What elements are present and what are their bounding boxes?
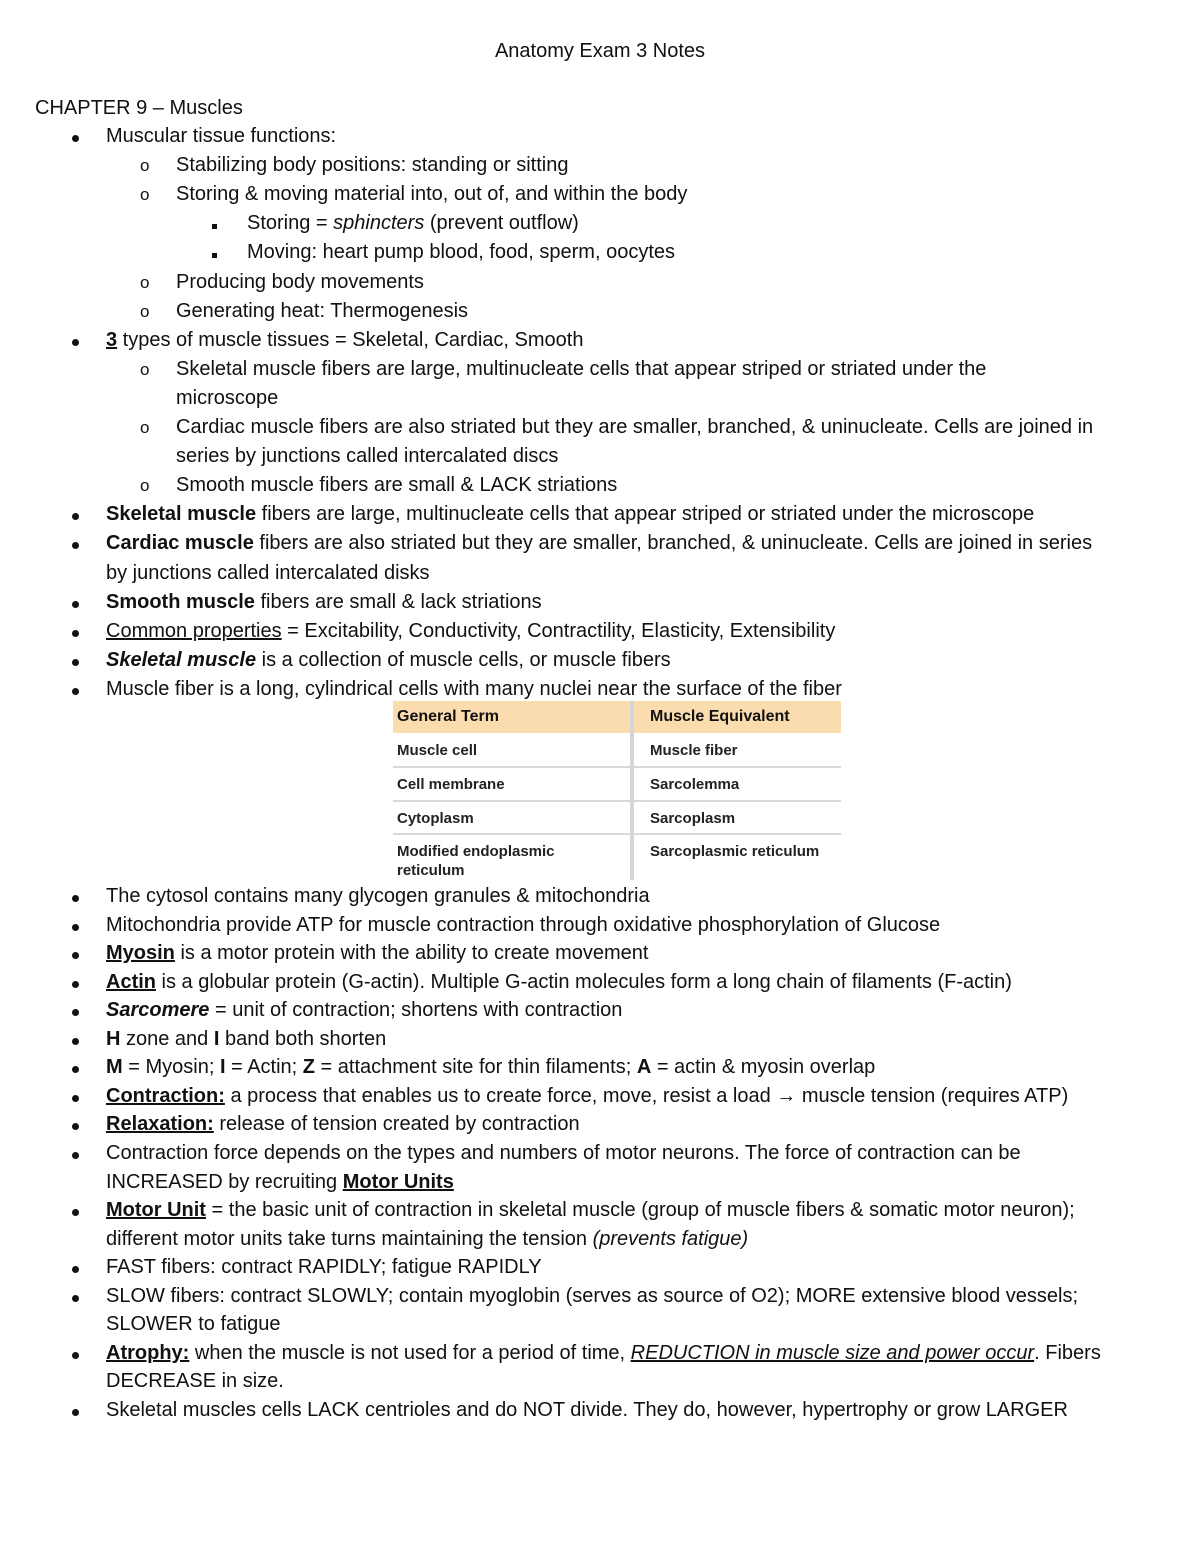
table-row-divider bbox=[393, 833, 630, 835]
table-row-divider bbox=[634, 800, 841, 802]
text-run: types of muscle tissues = Skeletal, Cardiac, Smooth bbox=[117, 328, 584, 351]
table-cell-muscle-equivalent: Sarcoplasm bbox=[650, 810, 736, 827]
text-run: Smooth muscle fibers are small & LACK striations bbox=[176, 474, 618, 497]
bullet-dot-icon bbox=[70, 588, 79, 617]
text-run: Skeletal muscle bbox=[106, 648, 257, 671]
text-run: fibers are small & lack striations bbox=[254, 590, 542, 613]
list-item-text bbox=[106, 1082, 1068, 1111]
table-cell-general-term: Modified endoplasmic reticulum bbox=[397, 843, 555, 879]
text-run: a process that enables us to create force, move, resist a load bbox=[224, 1084, 777, 1107]
text-run: Cardiac muscle fibers are also striated but they are smaller, branched, & uninucleate. Cells are joined in bbox=[176, 416, 1094, 438]
list-item-text bbox=[176, 384, 278, 413]
text-run: Generating heat: Thermogenesis bbox=[176, 299, 469, 322]
list-item-text bbox=[176, 413, 1093, 442]
text-run: is a collection of muscle cells, or muscle fibers bbox=[256, 648, 671, 671]
text-run: SLOW fibers: contract SLOWLY; contain myoglobin (serves as source of O2); MORE extensive blood vessels; bbox=[106, 1284, 1079, 1307]
list-item-text bbox=[176, 297, 468, 326]
text-run: H bbox=[106, 1027, 121, 1050]
text-run: DECREASE in size. bbox=[106, 1370, 284, 1393]
text-run: Storing & moving material into, out of, and within the body bbox=[176, 183, 688, 206]
list-item-text bbox=[106, 500, 1034, 529]
bullet-dot-icon bbox=[70, 326, 79, 355]
bullet-dot-icon bbox=[70, 1253, 79, 1282]
text-run: Moving: heart pump blood, food, sperm, oocytes bbox=[247, 241, 676, 264]
text-run: fibers are also striated but they are smaller, branched, & uninucleate. Cells are joined in series bbox=[253, 532, 1093, 555]
text-run: Myosin bbox=[106, 942, 175, 965]
text-run: INCREASED by recruiting bbox=[106, 1170, 343, 1193]
bullet-dot-icon bbox=[70, 675, 79, 704]
list-item-text bbox=[176, 268, 424, 297]
text-run: Actin bbox=[106, 970, 156, 993]
list-item-text bbox=[106, 1053, 875, 1082]
list-item-text bbox=[106, 617, 835, 646]
list-item-text bbox=[176, 355, 986, 384]
list-item-text bbox=[106, 1367, 284, 1396]
bullet-circle-icon: o bbox=[140, 272, 150, 292]
bullet-dot-icon bbox=[70, 617, 79, 646]
list-item-text bbox=[106, 646, 671, 675]
text-run: band both shorten bbox=[219, 1027, 387, 1050]
list-item-text bbox=[106, 911, 940, 940]
table-cell-general-term: Cell membrane bbox=[397, 776, 505, 793]
list-item-text bbox=[106, 675, 842, 704]
list-item-text bbox=[106, 529, 1092, 558]
text-run: Skeletal muscles cells LACK centrioles and do NOT divide. They do, however, hypertrophy or grow LARGER bbox=[106, 1398, 1068, 1421]
list-item-text bbox=[106, 968, 1012, 997]
text-run: Producing body movements bbox=[176, 270, 424, 293]
text-run: sphincters bbox=[333, 212, 425, 235]
bullet-dot-icon bbox=[70, 1282, 79, 1311]
text-run: Common properties bbox=[106, 619, 282, 642]
list-item-text bbox=[176, 471, 617, 500]
text-run: FAST fibers: contract RAPIDLY; fatigue RAPIDLY bbox=[106, 1256, 542, 1279]
text-run: different motor units take turns maintaining the tension bbox=[106, 1227, 593, 1250]
list-item-text bbox=[106, 559, 430, 588]
text-run: microscope bbox=[176, 386, 279, 409]
table-cell-muscle-equivalent: Muscle fiber bbox=[650, 742, 738, 759]
text-run: fibers are large, multinucleate cells that appear striped or striated under the microscope bbox=[256, 503, 1035, 526]
text-run: Atrophy: bbox=[106, 1341, 190, 1364]
bullet-dot-icon bbox=[70, 882, 79, 911]
text-run: Cardiac muscle bbox=[106, 532, 254, 555]
table-cell-muscle-equivalent: Sarcoplasmic reticulum bbox=[650, 843, 820, 860]
document-title: Anatomy Exam 3 Notes bbox=[494, 40, 706, 62]
text-run: Relaxation: bbox=[106, 1113, 214, 1136]
table-row-divider bbox=[634, 833, 841, 835]
bullet-dot-icon bbox=[70, 996, 79, 1025]
bullet-dot-icon bbox=[70, 968, 79, 997]
text-run: Skeletal muscle fibers are large, multinucleate cells that appear striped or striated under the bbox=[176, 357, 987, 380]
list-item-text bbox=[106, 1282, 1078, 1311]
text-run: Muscle fiber is a long, cylindrical cells with many nuclei near the surface of the fiber bbox=[106, 677, 842, 700]
list-item-text bbox=[176, 151, 568, 180]
list-item-text bbox=[106, 1253, 542, 1282]
text-run: = Excitability, Conductivity, Contractility, Elasticity, Extensibility bbox=[281, 619, 836, 642]
text-run: = the basic unit of contraction in skeletal muscle (group of muscle fibers & somatic motor neuron); bbox=[205, 1199, 1075, 1222]
list-item-text bbox=[106, 1139, 1021, 1168]
list-item-text bbox=[176, 442, 558, 471]
list-item-text bbox=[106, 588, 542, 617]
text-run: I bbox=[213, 1027, 220, 1050]
bullet-circle-icon: o bbox=[140, 156, 150, 176]
text-run: = attachment site for thin filaments; bbox=[314, 1056, 637, 1079]
text-run: The cytosol contains many glycogen granules & mitochondria bbox=[106, 885, 650, 907]
bullet-dot-icon bbox=[70, 500, 79, 529]
text-run: is a globular protein (G-actin). Multiple G-actin molecules form a long chain of filaments (F-actin) bbox=[156, 970, 1012, 993]
list-item-text bbox=[106, 882, 650, 911]
text-run: is a motor protein with the ability to create movement bbox=[174, 942, 649, 965]
text-run: 3 bbox=[106, 328, 118, 351]
bullet-circle-icon: o bbox=[140, 359, 150, 379]
list-item-text bbox=[106, 1339, 1101, 1368]
text-run: Sarcomere bbox=[106, 999, 210, 1022]
text-run: I bbox=[219, 1056, 226, 1079]
bullet-circle-icon: o bbox=[140, 185, 150, 205]
list-item-text bbox=[106, 122, 336, 151]
text-run: = Myosin; bbox=[122, 1056, 220, 1079]
bullet-circle-icon: o bbox=[140, 476, 150, 496]
bullet-dot-icon bbox=[70, 646, 79, 675]
list-item-text bbox=[106, 1225, 748, 1254]
text-run: . Fibers bbox=[1034, 1341, 1101, 1364]
bullet-dot-icon bbox=[70, 1139, 79, 1168]
bullet-circle-icon: o bbox=[140, 418, 150, 437]
table-cell-muscle-equivalent: Sarcolemma bbox=[650, 776, 740, 793]
text-run: when the muscle is not used for a period of time, bbox=[189, 1341, 631, 1364]
text-run: SLOWER to fatigue bbox=[106, 1313, 281, 1336]
text-run: = unit of contraction; shortens with contraction bbox=[209, 999, 623, 1022]
bullet-dot-icon bbox=[70, 911, 79, 940]
text-run: release of tension created by contraction bbox=[213, 1113, 580, 1136]
bullet-dot-icon bbox=[70, 1110, 79, 1139]
list-item-text bbox=[106, 1110, 580, 1139]
table-cell-general-term: Muscle cell bbox=[397, 742, 478, 759]
text-run: Skeletal muscle bbox=[106, 503, 257, 526]
text-run: → bbox=[776, 1084, 797, 1107]
text-run: Motor Unit bbox=[106, 1199, 206, 1222]
list-item-text bbox=[247, 209, 579, 238]
bullet-square-icon bbox=[210, 209, 217, 238]
bullet-dot-icon bbox=[70, 529, 79, 558]
text-run: Smooth muscle bbox=[106, 590, 255, 613]
text-run: (prevent outflow) bbox=[424, 212, 579, 235]
table-row-divider bbox=[634, 766, 841, 768]
list-item-text bbox=[106, 939, 648, 968]
text-run: Storing = bbox=[247, 212, 334, 235]
text-run: muscle tension (requires ATP) bbox=[796, 1084, 1069, 1107]
text-run: zone and bbox=[120, 1027, 214, 1050]
list-item-text bbox=[106, 1310, 281, 1339]
table-column-divider bbox=[630, 701, 634, 880]
list-item-text bbox=[106, 1396, 1068, 1425]
table-row-divider bbox=[393, 766, 630, 768]
text-run: Motor Units bbox=[342, 1170, 454, 1193]
text-run: A bbox=[636, 1056, 652, 1079]
list-item-text bbox=[106, 1196, 1075, 1225]
text-run: Contraction: bbox=[106, 1084, 225, 1107]
text-run: = Actin; bbox=[225, 1056, 303, 1079]
text-run: Contraction force depends on the types and numbers of motor neurons. The force of contraction can be bbox=[106, 1141, 1021, 1164]
text-run: (prevents fatigue) bbox=[592, 1227, 749, 1250]
text-run: Mitochondria provide ATP for muscle contraction through oxidative phosphorylation of Glucose bbox=[106, 913, 941, 936]
bullet-circle-icon: o bbox=[140, 301, 150, 321]
text-run: by junctions called intercalated disks bbox=[106, 561, 430, 584]
bullet-dot-icon bbox=[70, 1082, 79, 1111]
chapter-heading: CHAPTER 9 – Muscles bbox=[35, 97, 243, 119]
list-item-text bbox=[106, 1168, 454, 1197]
table-cell-general-term: Cytoplasm bbox=[397, 810, 474, 827]
bullet-dot-icon bbox=[70, 122, 79, 151]
list-item-text bbox=[106, 996, 622, 1025]
table-row-divider bbox=[393, 800, 630, 802]
table-header-muscle-equivalent: Muscle Equivalent bbox=[634, 701, 841, 733]
table-header-general-term: General Term bbox=[393, 701, 634, 733]
bullet-dot-icon bbox=[70, 939, 79, 968]
text-run: series by junctions called intercalated discs bbox=[176, 445, 559, 468]
list-item-text bbox=[176, 180, 687, 209]
bullet-dot-icon bbox=[70, 1196, 79, 1225]
text-run: Muscular tissue functions: bbox=[106, 125, 337, 147]
bullet-dot-icon bbox=[70, 1396, 79, 1425]
text-run: REDUCTION in muscle size and power occur bbox=[630, 1341, 1035, 1364]
text-run: Z bbox=[302, 1056, 315, 1079]
list-item-text bbox=[106, 326, 583, 355]
muscle-terms-table bbox=[393, 701, 841, 880]
bullet-square-icon bbox=[210, 238, 217, 267]
text-run: M bbox=[106, 1056, 123, 1079]
bullet-dot-icon bbox=[70, 1053, 79, 1082]
text-run: = actin & myosin overlap bbox=[651, 1056, 876, 1079]
bullet-dot-icon bbox=[70, 1025, 79, 1054]
list-item-text bbox=[247, 238, 675, 267]
list-item-text bbox=[106, 1025, 386, 1054]
bullet-dot-icon bbox=[70, 1339, 79, 1368]
text-run: Stabilizing body positions: standing or sitting bbox=[176, 154, 569, 177]
